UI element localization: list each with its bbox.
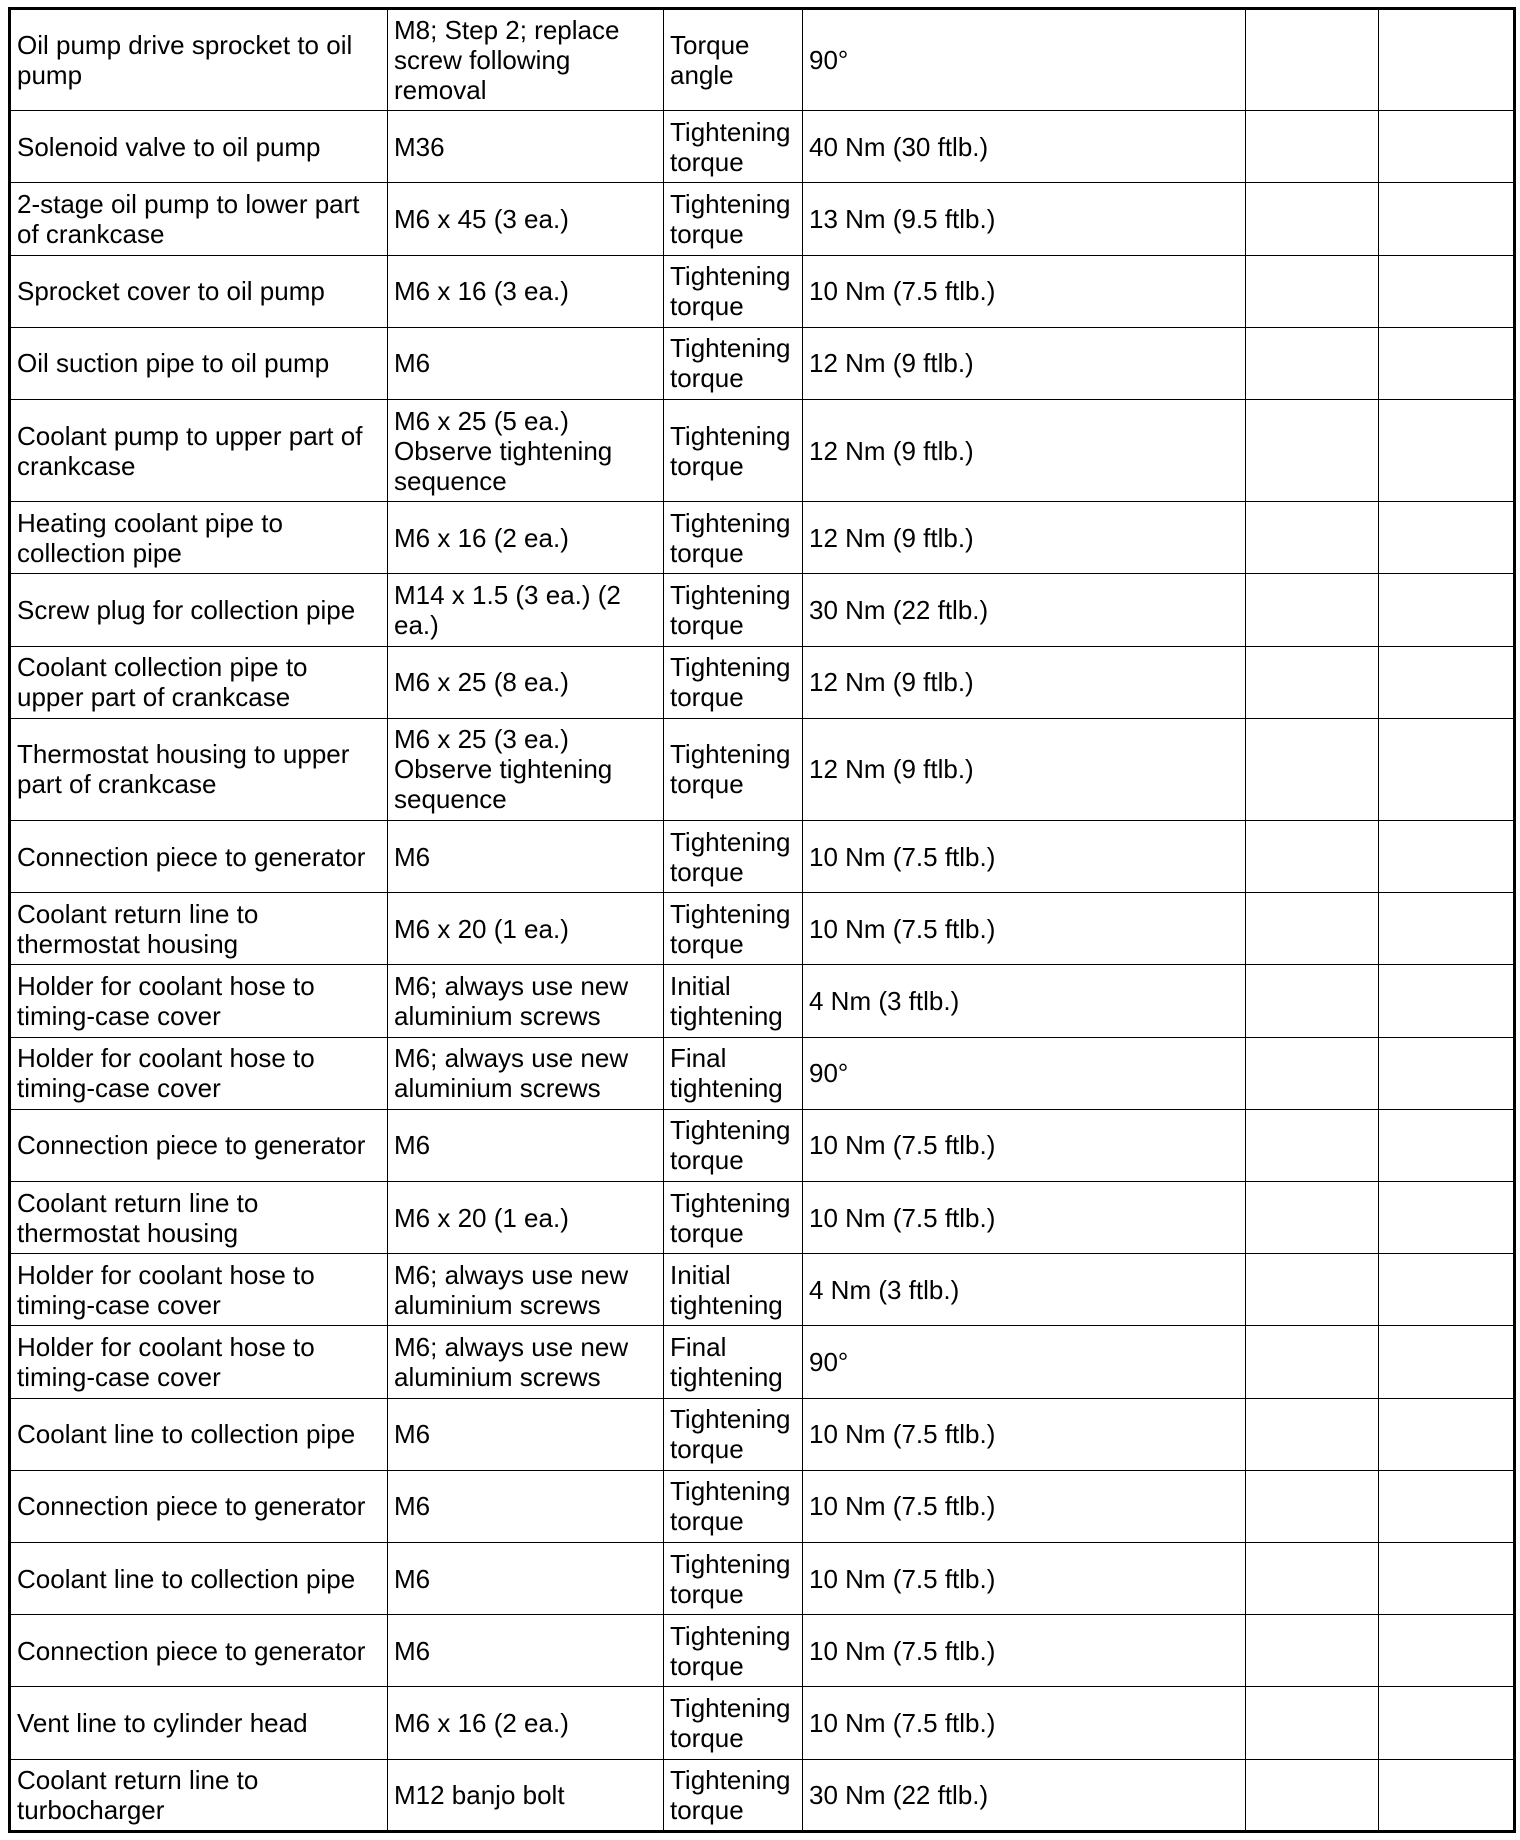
component-cell: Coolant line to collection pipe: [10, 1398, 388, 1470]
empty-cell: [1379, 400, 1515, 502]
empty-cell: [1379, 9, 1515, 111]
value-cell: 10 Nm (7.5 ftlb.): [803, 1542, 1246, 1614]
empty-cell: [1246, 502, 1379, 574]
empty-cell: [1246, 574, 1379, 646]
size-cell: M6 x 16 (3 ea.): [388, 255, 664, 327]
empty-cell: [1379, 965, 1515, 1037]
empty-cell: [1246, 1182, 1379, 1254]
size-cell: M6: [388, 327, 664, 399]
size-cell: M6; always use new aluminium screws: [388, 965, 664, 1037]
empty-cell: [1379, 1542, 1515, 1614]
component-cell: Holder for coolant hose to timing-case cover: [10, 1254, 388, 1326]
component-cell: Coolant return line to thermostat housing: [10, 1182, 388, 1254]
value-cell: 40 Nm (30 ftlb.): [803, 111, 1246, 183]
empty-cell: [1246, 893, 1379, 965]
empty-cell: [1379, 1326, 1515, 1398]
empty-cell: [1246, 646, 1379, 718]
value-cell: 10 Nm (7.5 ftlb.): [803, 893, 1246, 965]
empty-cell: [1246, 965, 1379, 1037]
value-cell: 10 Nm (7.5 ftlb.): [803, 1182, 1246, 1254]
component-cell: Coolant pump to upper part of crankcase: [10, 400, 388, 502]
empty-cell: [1246, 718, 1379, 820]
value-cell: 90°: [803, 1326, 1246, 1398]
value-cell: 12 Nm (9 ftlb.): [803, 327, 1246, 399]
empty-cell: [1379, 1182, 1515, 1254]
type-cell: Final tightening: [664, 1037, 803, 1109]
value-cell: 13 Nm (9.5 ftlb.): [803, 183, 1246, 255]
table-row: [10, 1182, 1515, 1254]
table-row: [10, 111, 1515, 183]
empty-cell: [1246, 1398, 1379, 1470]
size-cell: M6: [388, 821, 664, 893]
component-cell: Connection piece to generator: [10, 1615, 388, 1687]
component-cell: Holder for coolant hose to timing-case cover: [10, 1037, 388, 1109]
empty-cell: [1379, 1759, 1515, 1831]
value-cell: 90°: [803, 1037, 1246, 1109]
value-cell: 10 Nm (7.5 ftlb.): [803, 1109, 1246, 1181]
empty-cell: [1379, 1398, 1515, 1470]
size-cell: M6 x 20 (1 ea.): [388, 1182, 664, 1254]
component-cell: Heating coolant pipe to collection pipe: [10, 502, 388, 574]
value-cell: 10 Nm (7.5 ftlb.): [803, 255, 1246, 327]
size-cell: M12 banjo bolt: [388, 1759, 664, 1831]
table-row: [10, 183, 1515, 255]
component-cell: Coolant return line to thermostat housing: [10, 893, 388, 965]
type-cell: Tightening torque: [664, 1470, 803, 1542]
size-cell: M6: [388, 1398, 664, 1470]
size-cell: M6 x 25 (5 ea.) Observe tightening sequence: [388, 400, 664, 502]
component-cell: Screw plug for collection pipe: [10, 574, 388, 646]
table-row: [10, 327, 1515, 399]
type-cell: Tightening torque: [664, 255, 803, 327]
table-row: [10, 646, 1515, 718]
type-cell: Tightening torque: [664, 327, 803, 399]
empty-cell: [1379, 893, 1515, 965]
table-row: [10, 1254, 1515, 1326]
type-cell: Torque angle: [664, 9, 803, 111]
empty-cell: [1246, 9, 1379, 111]
empty-cell: [1379, 574, 1515, 646]
empty-cell: [1379, 821, 1515, 893]
value-cell: 30 Nm (22 ftlb.): [803, 1759, 1246, 1831]
size-cell: M8; Step 2; replace screw following removal: [388, 9, 664, 111]
table-row: [10, 1470, 1515, 1542]
size-cell: M6 x 16 (2 ea.): [388, 502, 664, 574]
type-cell: Tightening torque: [664, 1687, 803, 1759]
size-cell: M14 x 1.5 (3 ea.) (2 ea.): [388, 574, 664, 646]
empty-cell: [1379, 1470, 1515, 1542]
empty-cell: [1379, 111, 1515, 183]
table-row: [10, 1542, 1515, 1614]
value-cell: 30 Nm (22 ftlb.): [803, 574, 1246, 646]
table-row: [10, 574, 1515, 646]
type-cell: Initial tightening: [664, 965, 803, 1037]
type-cell: Tightening torque: [664, 646, 803, 718]
table-row: [10, 1759, 1515, 1831]
empty-cell: [1379, 1615, 1515, 1687]
value-cell: 12 Nm (9 ftlb.): [803, 718, 1246, 820]
table-row: [10, 965, 1515, 1037]
component-cell: Solenoid valve to oil pump: [10, 111, 388, 183]
empty-cell: [1246, 1326, 1379, 1398]
type-cell: Initial tightening: [664, 1254, 803, 1326]
empty-cell: [1246, 255, 1379, 327]
component-cell: 2-stage oil pump to lower part of crankcase: [10, 183, 388, 255]
size-cell: M36: [388, 111, 664, 183]
table-row: [10, 821, 1515, 893]
table-row: [10, 1037, 1515, 1109]
empty-cell: [1246, 183, 1379, 255]
component-cell: Coolant return line to turbocharger: [10, 1759, 388, 1831]
empty-cell: [1246, 400, 1379, 502]
table-row: [10, 1615, 1515, 1687]
size-cell: M6 x 45 (3 ea.): [388, 183, 664, 255]
empty-cell: [1379, 183, 1515, 255]
table-body: [10, 9, 1515, 1832]
table-row: [10, 1687, 1515, 1759]
torque-spec-sheet: [8, 7, 1513, 1833]
empty-cell: [1246, 1687, 1379, 1759]
empty-cell: [1246, 1759, 1379, 1831]
empty-cell: [1246, 1542, 1379, 1614]
type-cell: Tightening torque: [664, 1759, 803, 1831]
value-cell: 10 Nm (7.5 ftlb.): [803, 1615, 1246, 1687]
size-cell: M6; always use new aluminium screws: [388, 1254, 664, 1326]
component-cell: Oil pump drive sprocket to oil pump: [10, 9, 388, 111]
component-cell: Coolant line to collection pipe: [10, 1542, 388, 1614]
table-row: [10, 1109, 1515, 1181]
type-cell: Tightening torque: [664, 718, 803, 820]
component-cell: Sprocket cover to oil pump: [10, 255, 388, 327]
table-row: [10, 255, 1515, 327]
table-row: [10, 718, 1515, 820]
value-cell: 10 Nm (7.5 ftlb.): [803, 821, 1246, 893]
table-row: [10, 1398, 1515, 1470]
value-cell: 90°: [803, 9, 1246, 111]
type-cell: Tightening torque: [664, 1398, 803, 1470]
size-cell: M6 x 25 (8 ea.): [388, 646, 664, 718]
empty-cell: [1246, 1470, 1379, 1542]
empty-cell: [1379, 1037, 1515, 1109]
size-cell: M6 x 20 (1 ea.): [388, 893, 664, 965]
component-cell: Connection piece to generator: [10, 821, 388, 893]
type-cell: Tightening torque: [664, 183, 803, 255]
empty-cell: [1379, 502, 1515, 574]
size-cell: M6 x 25 (3 ea.) Observe tightening sequence: [388, 718, 664, 820]
size-cell: M6: [388, 1542, 664, 1614]
table-row: [10, 893, 1515, 965]
empty-cell: [1246, 111, 1379, 183]
value-cell: 4 Nm (3 ftlb.): [803, 1254, 1246, 1326]
component-cell: Vent line to cylinder head: [10, 1687, 388, 1759]
component-cell: Oil suction pipe to oil pump: [10, 327, 388, 399]
value-cell: 12 Nm (9 ftlb.): [803, 502, 1246, 574]
component-cell: Holder for coolant hose to timing-case cover: [10, 1326, 388, 1398]
type-cell: Final tightening: [664, 1326, 803, 1398]
empty-cell: [1246, 821, 1379, 893]
empty-cell: [1379, 1687, 1515, 1759]
type-cell: Tightening torque: [664, 574, 803, 646]
type-cell: Tightening torque: [664, 1542, 803, 1614]
type-cell: Tightening torque: [664, 821, 803, 893]
empty-cell: [1379, 1254, 1515, 1326]
empty-cell: [1379, 718, 1515, 820]
type-cell: Tightening torque: [664, 1109, 803, 1181]
empty-cell: [1379, 327, 1515, 399]
table-row: [10, 502, 1515, 574]
component-cell: Connection piece to generator: [10, 1109, 388, 1181]
value-cell: 4 Nm (3 ftlb.): [803, 965, 1246, 1037]
empty-cell: [1246, 1109, 1379, 1181]
type-cell: Tightening torque: [664, 1615, 803, 1687]
value-cell: 10 Nm (7.5 ftlb.): [803, 1687, 1246, 1759]
empty-cell: [1246, 1615, 1379, 1687]
size-cell: M6: [388, 1109, 664, 1181]
component-cell: Thermostat housing to upper part of crankcase: [10, 718, 388, 820]
value-cell: 12 Nm (9 ftlb.): [803, 400, 1246, 502]
empty-cell: [1379, 646, 1515, 718]
table-row: [10, 400, 1515, 502]
type-cell: Tightening torque: [664, 893, 803, 965]
empty-cell: [1246, 1254, 1379, 1326]
value-cell: 10 Nm (7.5 ftlb.): [803, 1398, 1246, 1470]
empty-cell: [1379, 255, 1515, 327]
size-cell: M6 x 16 (2 ea.): [388, 1687, 664, 1759]
value-cell: 12 Nm (9 ftlb.): [803, 646, 1246, 718]
size-cell: M6; always use new aluminium screws: [388, 1326, 664, 1398]
component-cell: Holder for coolant hose to timing-case cover: [10, 965, 388, 1037]
table-row: [10, 9, 1515, 111]
size-cell: M6; always use new aluminium screws: [388, 1037, 664, 1109]
size-cell: M6: [388, 1470, 664, 1542]
torque-spec-table: [8, 7, 1516, 1833]
empty-cell: [1246, 327, 1379, 399]
value-cell: 10 Nm (7.5 ftlb.): [803, 1470, 1246, 1542]
type-cell: Tightening torque: [664, 111, 803, 183]
type-cell: Tightening torque: [664, 400, 803, 502]
size-cell: M6: [388, 1615, 664, 1687]
type-cell: Tightening torque: [664, 502, 803, 574]
table-row: [10, 1326, 1515, 1398]
type-cell: Tightening torque: [664, 1182, 803, 1254]
component-cell: Coolant collection pipe to upper part of crankcase: [10, 646, 388, 718]
empty-cell: [1379, 1109, 1515, 1181]
empty-cell: [1246, 1037, 1379, 1109]
component-cell: Connection piece to generator: [10, 1470, 388, 1542]
